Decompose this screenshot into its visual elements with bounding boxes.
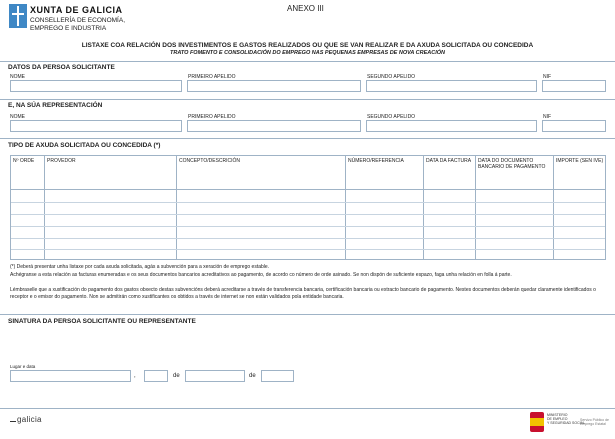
col-divider bbox=[553, 156, 554, 259]
rep-apelido2-label: SEGUNDO APELIDO bbox=[367, 114, 416, 120]
xunta-logo bbox=[9, 4, 159, 38]
col-numero: NÚMERO/REFERENCIA bbox=[348, 158, 404, 164]
rep-nome-label: NOME bbox=[10, 114, 25, 120]
rep-apelido2-input[interactable] bbox=[366, 120, 537, 132]
table-row[interactable] bbox=[11, 249, 605, 250]
table-row[interactable] bbox=[11, 214, 605, 215]
applicant-apelido2-input[interactable] bbox=[366, 80, 537, 92]
logo-brand: XUNTA DE GALICIA bbox=[30, 5, 123, 15]
section-divider bbox=[0, 138, 615, 139]
table-row[interactable] bbox=[11, 202, 605, 203]
underscore-mark-icon bbox=[10, 421, 16, 422]
applicant-nome-label: NOME bbox=[10, 74, 25, 80]
place-date-label: Lugar e data bbox=[10, 364, 36, 369]
ministry-line-1: MINISTERIO bbox=[547, 413, 568, 417]
ministry-service: Servizo Público de Emprego Estatal bbox=[580, 418, 609, 427]
logo-department bbox=[30, 17, 125, 33]
aid-table-header bbox=[11, 156, 605, 190]
comma-separator: , bbox=[134, 373, 136, 379]
signature-section-title: SINATURA DA PERSOA SOLICITANTE OU REPRESENTANTE bbox=[8, 318, 196, 325]
de-separator-1: de bbox=[173, 373, 180, 379]
rep-apelido1-label: PRIMEIRO APELIDO bbox=[188, 114, 236, 120]
col-divider bbox=[176, 156, 177, 259]
ministry-line-2: DE EMPLEO bbox=[547, 417, 568, 422]
col-divider bbox=[475, 156, 476, 259]
dept-line-1: CONSELLERÍA DE ECONOMÍA, bbox=[30, 17, 125, 24]
aid-table bbox=[10, 155, 606, 260]
col-importe: IMPORTE (SEN IVE) bbox=[556, 158, 604, 164]
ministry-line-3: Y SEGURIDAD SOCIAL bbox=[547, 421, 585, 426]
table-row[interactable] bbox=[11, 238, 605, 239]
col-divider bbox=[44, 156, 45, 259]
applicant-apelido1-label: PRIMEIRO APELIDO bbox=[188, 74, 236, 80]
representative-section-title: E, NA SÚA REPRESENTACIÓN bbox=[8, 102, 103, 109]
rep-nif-input[interactable] bbox=[542, 120, 606, 132]
col-data-factura: DATA DA FACTURA bbox=[426, 158, 472, 164]
rep-nif-label: NIF bbox=[543, 114, 552, 120]
day-input[interactable] bbox=[144, 370, 168, 382]
col-divider bbox=[423, 156, 424, 259]
year-input[interactable] bbox=[261, 370, 294, 382]
col-divider bbox=[345, 156, 346, 259]
galicia-footer-text: galicia bbox=[17, 415, 42, 424]
section-divider bbox=[0, 61, 615, 62]
rep-apelido1-input[interactable] bbox=[187, 120, 361, 132]
col-data-documento: DATA DO DOCUMENTO BANCARIO DE PAGAMENTO bbox=[478, 158, 546, 170]
galicia-footer-logo bbox=[10, 415, 42, 424]
annex-label: ANEXO III bbox=[287, 4, 324, 13]
note-1: (*) Deberá presentar unha listaxe por cada axuda solicitada, agás a subvención para a xeración de emprego estable. bbox=[10, 264, 270, 270]
place-input[interactable] bbox=[10, 370, 131, 382]
col-orde: Nº ORDE bbox=[13, 158, 35, 164]
footer-divider bbox=[0, 408, 615, 409]
applicant-nif-input[interactable] bbox=[542, 80, 606, 92]
note-3: Lémbraselle que a xustificación do pagamento dos gastos obxecto destas subvencións deberá acreditarse a través de transferencia bancaria, certificación bancaria ou extracto bancario de pagamento. Nestes documentos deberán quedar claramente identificados o receptor e o emisor do pagamento. Non se admitirán como xustificantes os obtidos a través de internet se non están validados pola entidade bancaria. bbox=[10, 287, 596, 300]
applicant-nome-input[interactable] bbox=[10, 80, 182, 92]
ministry-logo bbox=[530, 411, 610, 435]
aid-section-title: TIPO DE AXUDA SOLICITADA OU CONCEDIDA (*) bbox=[8, 142, 161, 149]
page-title: LISTAXE COA RELACIÓN DOS INVESTIMENTOS E GASTOS REALIZADOS OU QUE SE VAN REALIZAR E DA AXUDA SOLICITADA OU CONCEDIDA bbox=[81, 42, 534, 49]
de-separator-2: de bbox=[249, 373, 256, 379]
rep-nome-input[interactable] bbox=[10, 120, 182, 132]
section-divider bbox=[0, 99, 615, 100]
page-subtitle: TRATO FOMENTO E CONSOLIDACIÓN DO EMPREGO NAS PEQUENAS EMPRESAS DE NOVA CREACIÓN bbox=[169, 50, 446, 56]
applicant-apelido1-input[interactable] bbox=[187, 80, 361, 92]
section-divider bbox=[0, 314, 615, 315]
col-concepto: CONCEPTO/DESCRICIÓN bbox=[179, 158, 241, 164]
applicant-nif-label: NIF bbox=[543, 74, 552, 80]
col-provedor: PROVEDOR bbox=[47, 158, 76, 164]
month-input[interactable] bbox=[185, 370, 245, 382]
galicia-cross-icon bbox=[9, 4, 27, 28]
note-2: Achégranse a esta relación as facturas enumeradas e os seus documentos bancarios acreditativos ao pagamento, de acordo co número de orde asinado. Se non dispón de suficiente espazo, faga unha relación en folla á parte. bbox=[10, 272, 512, 278]
applicant-apelido2-label: SEGUNDO APELIDO bbox=[367, 74, 416, 80]
dept-line-2: EMPREGO E INDUSTRIA bbox=[30, 25, 107, 32]
table-row[interactable] bbox=[11, 226, 605, 227]
spain-shield-icon bbox=[530, 412, 544, 432]
applicant-section-title: DATOS DA PERSOA SOLICITANTE bbox=[8, 64, 115, 71]
